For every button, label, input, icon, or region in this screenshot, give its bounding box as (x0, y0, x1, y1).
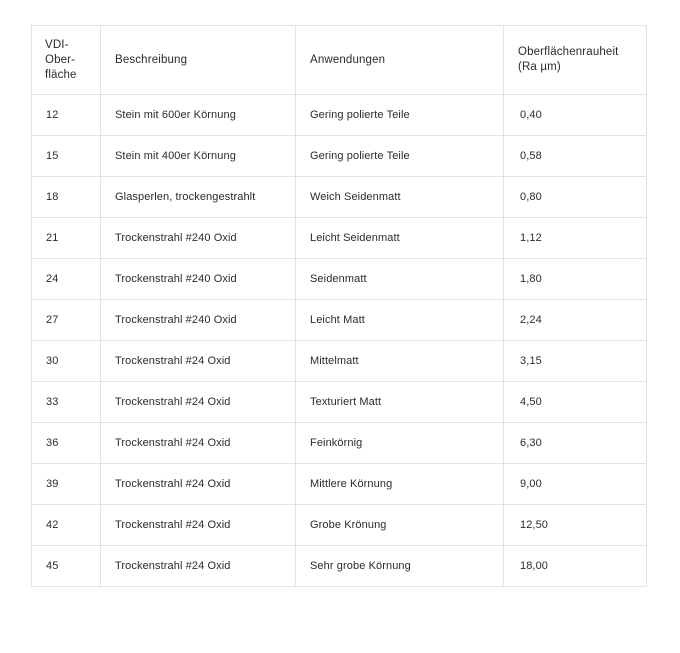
table-row (32, 505, 647, 546)
cell-vdi-surface: 45 (32, 546, 101, 587)
cell-roughness: 0,58 (504, 136, 647, 177)
cell-roughness: 3,15 (504, 341, 647, 382)
cell-roughness: 0,40 (504, 95, 647, 136)
cell-description: Stein mit 400er Körnung (101, 136, 296, 177)
cell-roughness: 9,00 (504, 464, 647, 505)
cell-vdi-surface: 36 (32, 423, 101, 464)
cell-vdi-surface: 33 (32, 382, 101, 423)
table-row (32, 341, 647, 382)
cell-roughness: 1,12 (504, 218, 647, 259)
cell-roughness: 1,80 (504, 259, 647, 300)
table-body (32, 95, 647, 587)
cell-description: Glasperlen, trockengestrahlt (101, 177, 296, 218)
cell-vdi-surface: 12 (32, 95, 101, 136)
cell-application: Weich Seidenmatt (296, 177, 504, 218)
cell-vdi-surface: 15 (32, 136, 101, 177)
cell-vdi-surface: 27 (32, 300, 101, 341)
cell-vdi-surface: 21 (32, 218, 101, 259)
cell-application: Gering polierte Teile (296, 95, 504, 136)
column-header-vdi-surface (32, 26, 101, 95)
cell-application: Leicht Seidenmatt (296, 218, 504, 259)
cell-description: Trockenstrahl #24 Oxid (101, 546, 296, 587)
column-header-vdi-line-2: Ober- (45, 53, 76, 66)
column-header-vdi-line-3: fläche (45, 68, 77, 81)
cell-vdi-surface: 18 (32, 177, 101, 218)
cell-application: Texturiert Matt (296, 382, 504, 423)
cell-description: Trockenstrahl #240 Oxid (101, 259, 296, 300)
cell-description: Stein mit 600er Körnung (101, 95, 296, 136)
cell-application: Mittelmatt (296, 341, 504, 382)
cell-roughness: 0,80 (504, 177, 647, 218)
cell-description: Trockenstrahl #24 Oxid (101, 423, 296, 464)
cell-description: Trockenstrahl #240 Oxid (101, 218, 296, 259)
table-row (32, 464, 647, 505)
cell-roughness: 2,24 (504, 300, 647, 341)
cell-description: Trockenstrahl #24 Oxid (101, 464, 296, 505)
cell-application: Leicht Matt (296, 300, 504, 341)
cell-application: Sehr grobe Körnung (296, 546, 504, 587)
cell-description: Trockenstrahl #24 Oxid (101, 341, 296, 382)
column-header-roughness (504, 26, 647, 95)
table-header-row (32, 26, 647, 95)
cell-application: Grobe Krönung (296, 505, 504, 546)
cell-application: Gering polierte Teile (296, 136, 504, 177)
cell-description: Trockenstrahl #24 Oxid (101, 382, 296, 423)
cell-application: Mittlere Körnung (296, 464, 504, 505)
cell-description: Trockenstrahl #24 Oxid (101, 505, 296, 546)
cell-application: Seidenmatt (296, 259, 504, 300)
table-row (32, 382, 647, 423)
table-row (32, 177, 647, 218)
surface-finish-table-container (31, 25, 646, 587)
column-header-roughness-line-1: Oberflächenrauheit (518, 46, 619, 58)
table-row (32, 95, 647, 136)
table-row (32, 218, 647, 259)
table-header (32, 26, 647, 95)
table-row (32, 259, 647, 300)
cell-vdi-surface: 39 (32, 464, 101, 505)
cell-vdi-surface: 42 (32, 505, 101, 546)
cell-application: Feinkörnig (296, 423, 504, 464)
cell-roughness: 12,50 (504, 505, 647, 546)
cell-vdi-surface: 24 (32, 259, 101, 300)
column-header-applications: Anwendungen (296, 26, 504, 95)
table-row (32, 546, 647, 587)
table-row (32, 300, 647, 341)
table-row (32, 136, 647, 177)
cell-roughness: 6,30 (504, 423, 647, 464)
cell-roughness: 4,50 (504, 382, 647, 423)
cell-vdi-surface: 30 (32, 341, 101, 382)
cell-description: Trockenstrahl #240 Oxid (101, 300, 296, 341)
table-row (32, 423, 647, 464)
vdi-surface-finish-table (31, 25, 647, 587)
column-header-roughness-line-2: (Ra µm) (518, 61, 561, 73)
column-header-description: Beschreibung (101, 26, 296, 95)
column-header-vdi-line-1: VDI- (45, 38, 69, 51)
cell-roughness: 18,00 (504, 546, 647, 587)
